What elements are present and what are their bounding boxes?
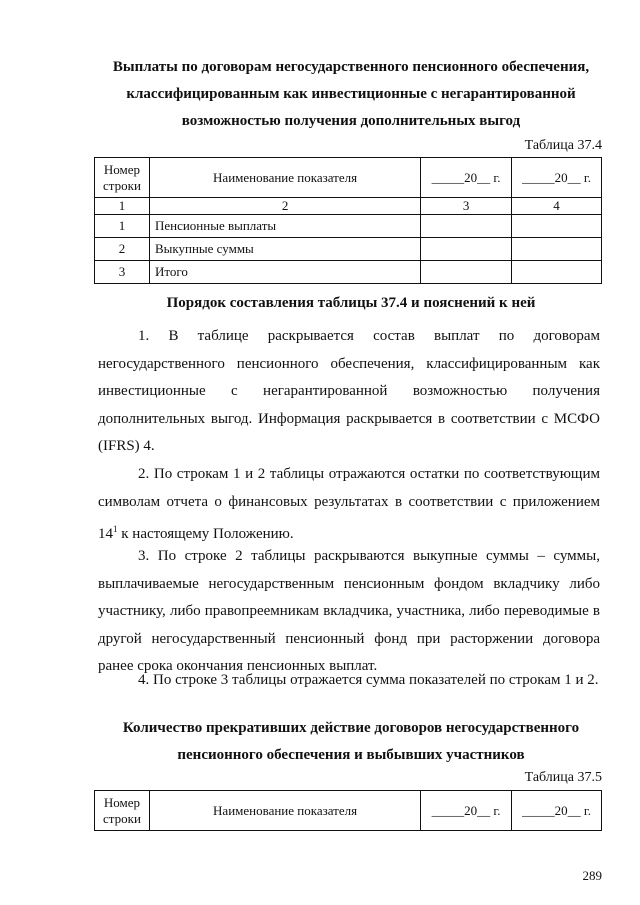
column-number: 1 (95, 198, 150, 215)
row-name: Пенсионные выплаты (149, 215, 420, 238)
value-cell (421, 261, 512, 284)
footnote-superscript: 1 (113, 524, 118, 534)
paragraph-2 (98, 461, 600, 549)
table-row (95, 261, 602, 284)
table-37-4 (94, 157, 602, 284)
header-period-2: _____20__ г. (512, 158, 602, 198)
table-37-5-title (96, 715, 606, 769)
title-line: возможностью получения дополнительных выгод (181, 113, 521, 129)
title-line: классифицированным как инвестиционные с негарантированной (126, 86, 576, 102)
title-line: Количество прекративших действие договоров негосударственного (122, 720, 580, 736)
page-number: 289 (582, 868, 602, 883)
row-number: 2 (95, 238, 150, 261)
value-cell (512, 261, 602, 284)
row-name: Выкупные суммы (149, 238, 420, 261)
paragraph-4: 4. По строке 3 таблицы отражается сумма показателей по строкам 1 и 2. (138, 672, 599, 688)
row-number: 3 (95, 261, 150, 284)
column-number-row (95, 198, 602, 215)
table-row (95, 215, 602, 238)
table-row (95, 238, 602, 261)
title-line: Выплаты по договорам негосударственного пенсионного обеспечения, (112, 59, 590, 75)
header-indicator-name: Наименование показателя (149, 791, 420, 831)
value-cell (421, 215, 512, 238)
column-number: 3 (421, 198, 512, 215)
paragraph-1: 1. В таблице раскрывается состав выплат по договорам негосударственного пенсионного обеспечения, классифицированным как инвестиционные с негарантированной возможностью получения дополнительных выгод. Информация раскрывается в соответствии с МСФО (IFRS) 4. (98, 328, 600, 454)
header-row-number: Номер строки (95, 158, 150, 198)
paragraph-2-text: 2. По строкам 1 и 2 таблицы отражаются остатки по соответствующим символам отчета о финансовых результатах в соответствии с приложением 14 (98, 466, 600, 542)
header-period-1: _____20__ г. (421, 791, 512, 831)
column-number: 4 (512, 198, 602, 215)
table-37-5-caption: Таблица 37.5 (524, 770, 602, 785)
value-cell (421, 238, 512, 261)
row-number: 1 (95, 215, 150, 238)
header-row-number: Номер строки (95, 791, 150, 831)
title-line: пенсионного обеспечения и выбывших участников (177, 747, 525, 763)
header-period-2: _____20__ г. (512, 791, 602, 831)
header-period-1: _____20__ г. (421, 158, 512, 198)
table-header-row (95, 158, 602, 198)
table-header-row (95, 791, 602, 831)
table-37-4-title (96, 54, 606, 135)
header-indicator-name: Наименование показателя (149, 158, 420, 198)
row-name: Итого (149, 261, 420, 284)
paragraph-2-tail: к настоящему Положению. (117, 526, 294, 542)
paragraph-3: 3. По строке 2 таблицы раскрываются выкупные суммы – суммы, выплачиваемые негосударственным пенсионным фондом вкладчику либо участнику, либо правопреемникам вкладчика, участника, либо переводимые в другой негосударственный пенсионный фонд при расторжении договора ранее срока окончания пенсионных выплат. (98, 548, 600, 674)
value-cell (512, 215, 602, 238)
instructions-title: Порядок составления таблицы 37.4 и пояснений к ней (166, 295, 536, 311)
value-cell (512, 238, 602, 261)
table-37-5 (94, 790, 602, 831)
column-number: 2 (149, 198, 420, 215)
table-37-4-caption: Таблица 37.4 (524, 138, 602, 153)
